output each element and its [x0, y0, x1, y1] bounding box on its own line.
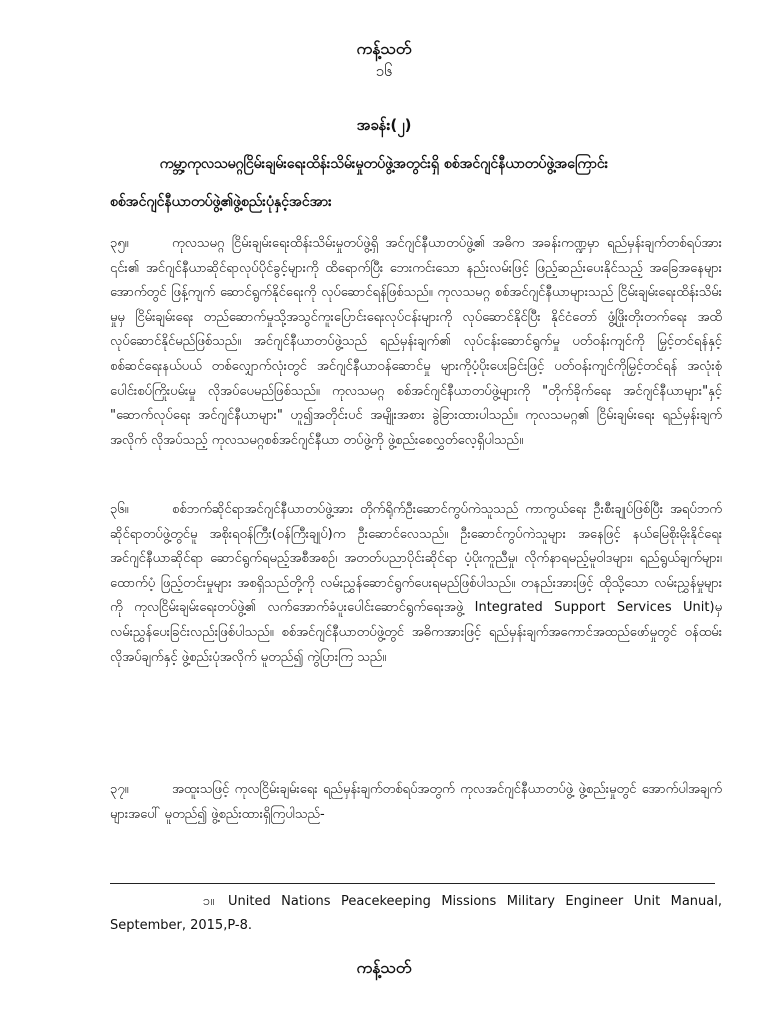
- footnote-number: ၁။: [202, 894, 214, 909]
- footer-classification: ကန့်သတ်: [356, 958, 412, 977]
- page-number: ၁၆: [375, 62, 393, 80]
- header-classification: ကန့်သတ်: [356, 39, 412, 58]
- paragraph-number: ၃၅။: [110, 236, 129, 251]
- paragraph-number: ၃၇။: [110, 782, 129, 797]
- paragraph-text: စစ်ဘက်ဆိုင်ရာအင်ဂျင်နီယာတပ်ဖွဲ့အား တိုက်ရိုက်ဦးဆောင်ကွပ်ကဲသူသည် ကာကွယ်ရေး ဦးစီးချုပ်ဖြစ်ပြီး အရပ်ဘက်ဆိုင်ရာတပ်ဖွဲ့တွင်မူ အစိုးရဝန်ကြီး(ဝန်ကြီးချုပ်)က ဦးဆောင်လေသည်။ ဦးဆောင်ကွပ်ကဲသူများ အနေဖြင့် နယ်မြေစိုးမိုးနိုင်ရေးအင်ဂျင်နီယာဆိုင်ရာ ဆောင်ရွက်ရမည့်အစီအစဉ်၊ အတတ်ပညာပိုင်းဆိုင်ရာ ပံ့ပိုးကူညီမှု၊ လိုက်နာရမည့်မူဝါဒများ၊ ရည်ရွယ်ချက်များ၊ ထောက်ပံ့ ဖြည့်တင်းမှုများ အစရှိသည်တို့ကို လမ်းညွှန်ဆောင်ရွက်ပေးရမည်ဖြစ်ပါသည်။ တနည်းအားဖြင့် ထိုသို့သော လမ်းညွှန်မှုများ ကို ကုလငြိမ်းချမ်းရေးတပ်ဖွဲ့၏ လက်အောက်ခံပူးပေါင်းဆောင်ရွက်ရေးအဖွဲ့ Integrated Support Services Unit)မှ လမ်းညွှန်ပေးခြင်းလည်းဖြစ်ပါသည်။ စစ်အင်ဂျင်နီယာတပ်ဖွဲ့တွင် အဓိကအားဖြင့် ရည်မှန်းချက်အကောင်အထည်ဖော်မှုတွင် ဝန်ထမ်းလိုအပ်ချက်နှင့် ဖွဲ့စည်းပုံအလိုက် မူတည်၍ ကွဲပြားကြ သည်။: [110, 502, 722, 665]
- footnote: [110, 890, 722, 938]
- footnote-text: United Nations Peacekeeping Missions Military Engineer Unit Manual, September, 2015,P-8.: [110, 894, 722, 933]
- paragraph-number: ၃၆။: [110, 502, 129, 517]
- paragraph-35: [110, 232, 722, 453]
- paragraph-text: အထူးသဖြင့် ကုလငြိမ်းချမ်းရေး ရည်မှန်းချက်တစ်ရပ်အတွက် ကုလအင်ဂျင်နီယာတပ်ဖွဲ့ ဖွဲ့စည်းမှုတွင် အောက်ပါအချက်များအပေါ် မူတည်၍ ဖွဲ့စည်းထားရှိကြပါသည်-: [110, 782, 722, 822]
- chapter-title: ကမ္ဘာ့ကုလသမဂ္ဂငြိမ်းချမ်းရေးထိန်းသိမ်းမှုတပ်ဖွဲ့အတွင်းရှိ စစ်အင်ဂျင်နီယာတပ်ဖွဲ့အကြောင်း: [159, 156, 609, 172]
- paragraph-37: [110, 778, 722, 827]
- section-subtitle: စစ်အင်ဂျင်နီယာတပ်ဖွဲ့၏ဖွဲ့စည်းပုံနှင့်အင်အား: [110, 194, 332, 210]
- paragraph-36: [110, 498, 722, 670]
- chapter-heading: အခန်း(၂): [356, 116, 412, 134]
- paragraph-text: ကုလသမဂ္ဂ ငြိမ်းချမ်းရေးထိန်းသိမ်းမှုတပ်ဖွဲ့ရှိ အင်ဂျင်နီယာတပ်ဖွဲ့၏ အဓိက အခန်းကဏ္ဍမှာ ရည်မှန်းချက်တစ်ရပ်အား ၎င်း၏ အင်ဂျင်နီယာဆိုင်ရာလုပ်ပိုင်ခွင့်များကို ထိရောက်ပြီး ဘေးကင်းသော နည်းလမ်းဖြင့် ဖြည့်ဆည်းပေးနိုင်သည့် အခြေအနေများအောက်တွင် ဖြန့်ကျက် ဆောင်ရွက်နိုင်ရေးကို လုပ်ဆောင်ရန်ဖြစ်သည်။ ကုလသမဂ္ဂ စစ်အင်ဂျင်နီယာများသည် ငြိမ်းချမ်းရေးထိန်းသိမ်းမှုမှ ငြိမ်းချမ်းရေး တည်ဆောက်မှုသို့အသွင်ကူးပြောင်းရေးလုပ်ငန်းများကို လုပ်ဆောင်နိုင်ပြီး နိုင်ငံတော် ဖွံ့ဖြိုးတိုးတက်ရေး အထိ လုပ်ဆောင်နိုင်မည်ဖြစ်သည်။ အင်ဂျင်နီယာတပ်ဖွဲ့သည် ရည်မှန်းချက်၏ လုပ်ငန်းဆောင်ရွက်မှု ပတ်ဝန်းကျင်ကို မြှင့်တင်ရန်နှင့် စစ်ဆင်ရေးနယ်ပယ် တစ်လျှောက်လုံးတွင် အင်ဂျင်နီယာဝန်ဆောင်မှု များကိုပံ့ပိုးပေးခြင်းဖြင့် ပတ်ဝန်းကျင်ကိုမြှင့်တင်ရန် အလုံးစုံပေါင်းစပ်ကြိုးပမ်းမှု လိုအပ်ပေမည်ဖြစ်သည်။ ကုလသမဂ္ဂ စစ်အင်ဂျင်နီယာတပ်ဖွဲ့များကို "တိုက်ခိုက်ရေး အင်ဂျင်နီယာများ"နှင့် "ဆောက်လုပ်ရေး အင်ဂျင်နီယာများ" ဟူ၍အတိုင်းပင် အမျိုးအစား ခွဲခြားထားပါသည်။ ကုလသမဂ္ဂ၏ ငြိမ်းချမ်းရေး ရည်မှန်းချက်အလိုက် လိုအပ်သည့် ကုလသမဂ္ဂစစ်အင်ဂျင်နီယာ တပ်ဖွဲ့ကို ဖွဲ့စည်းစေလွှတ်လေ့ရှိပါသည်။: [110, 236, 722, 448]
- footnote-divider: [110, 883, 715, 884]
